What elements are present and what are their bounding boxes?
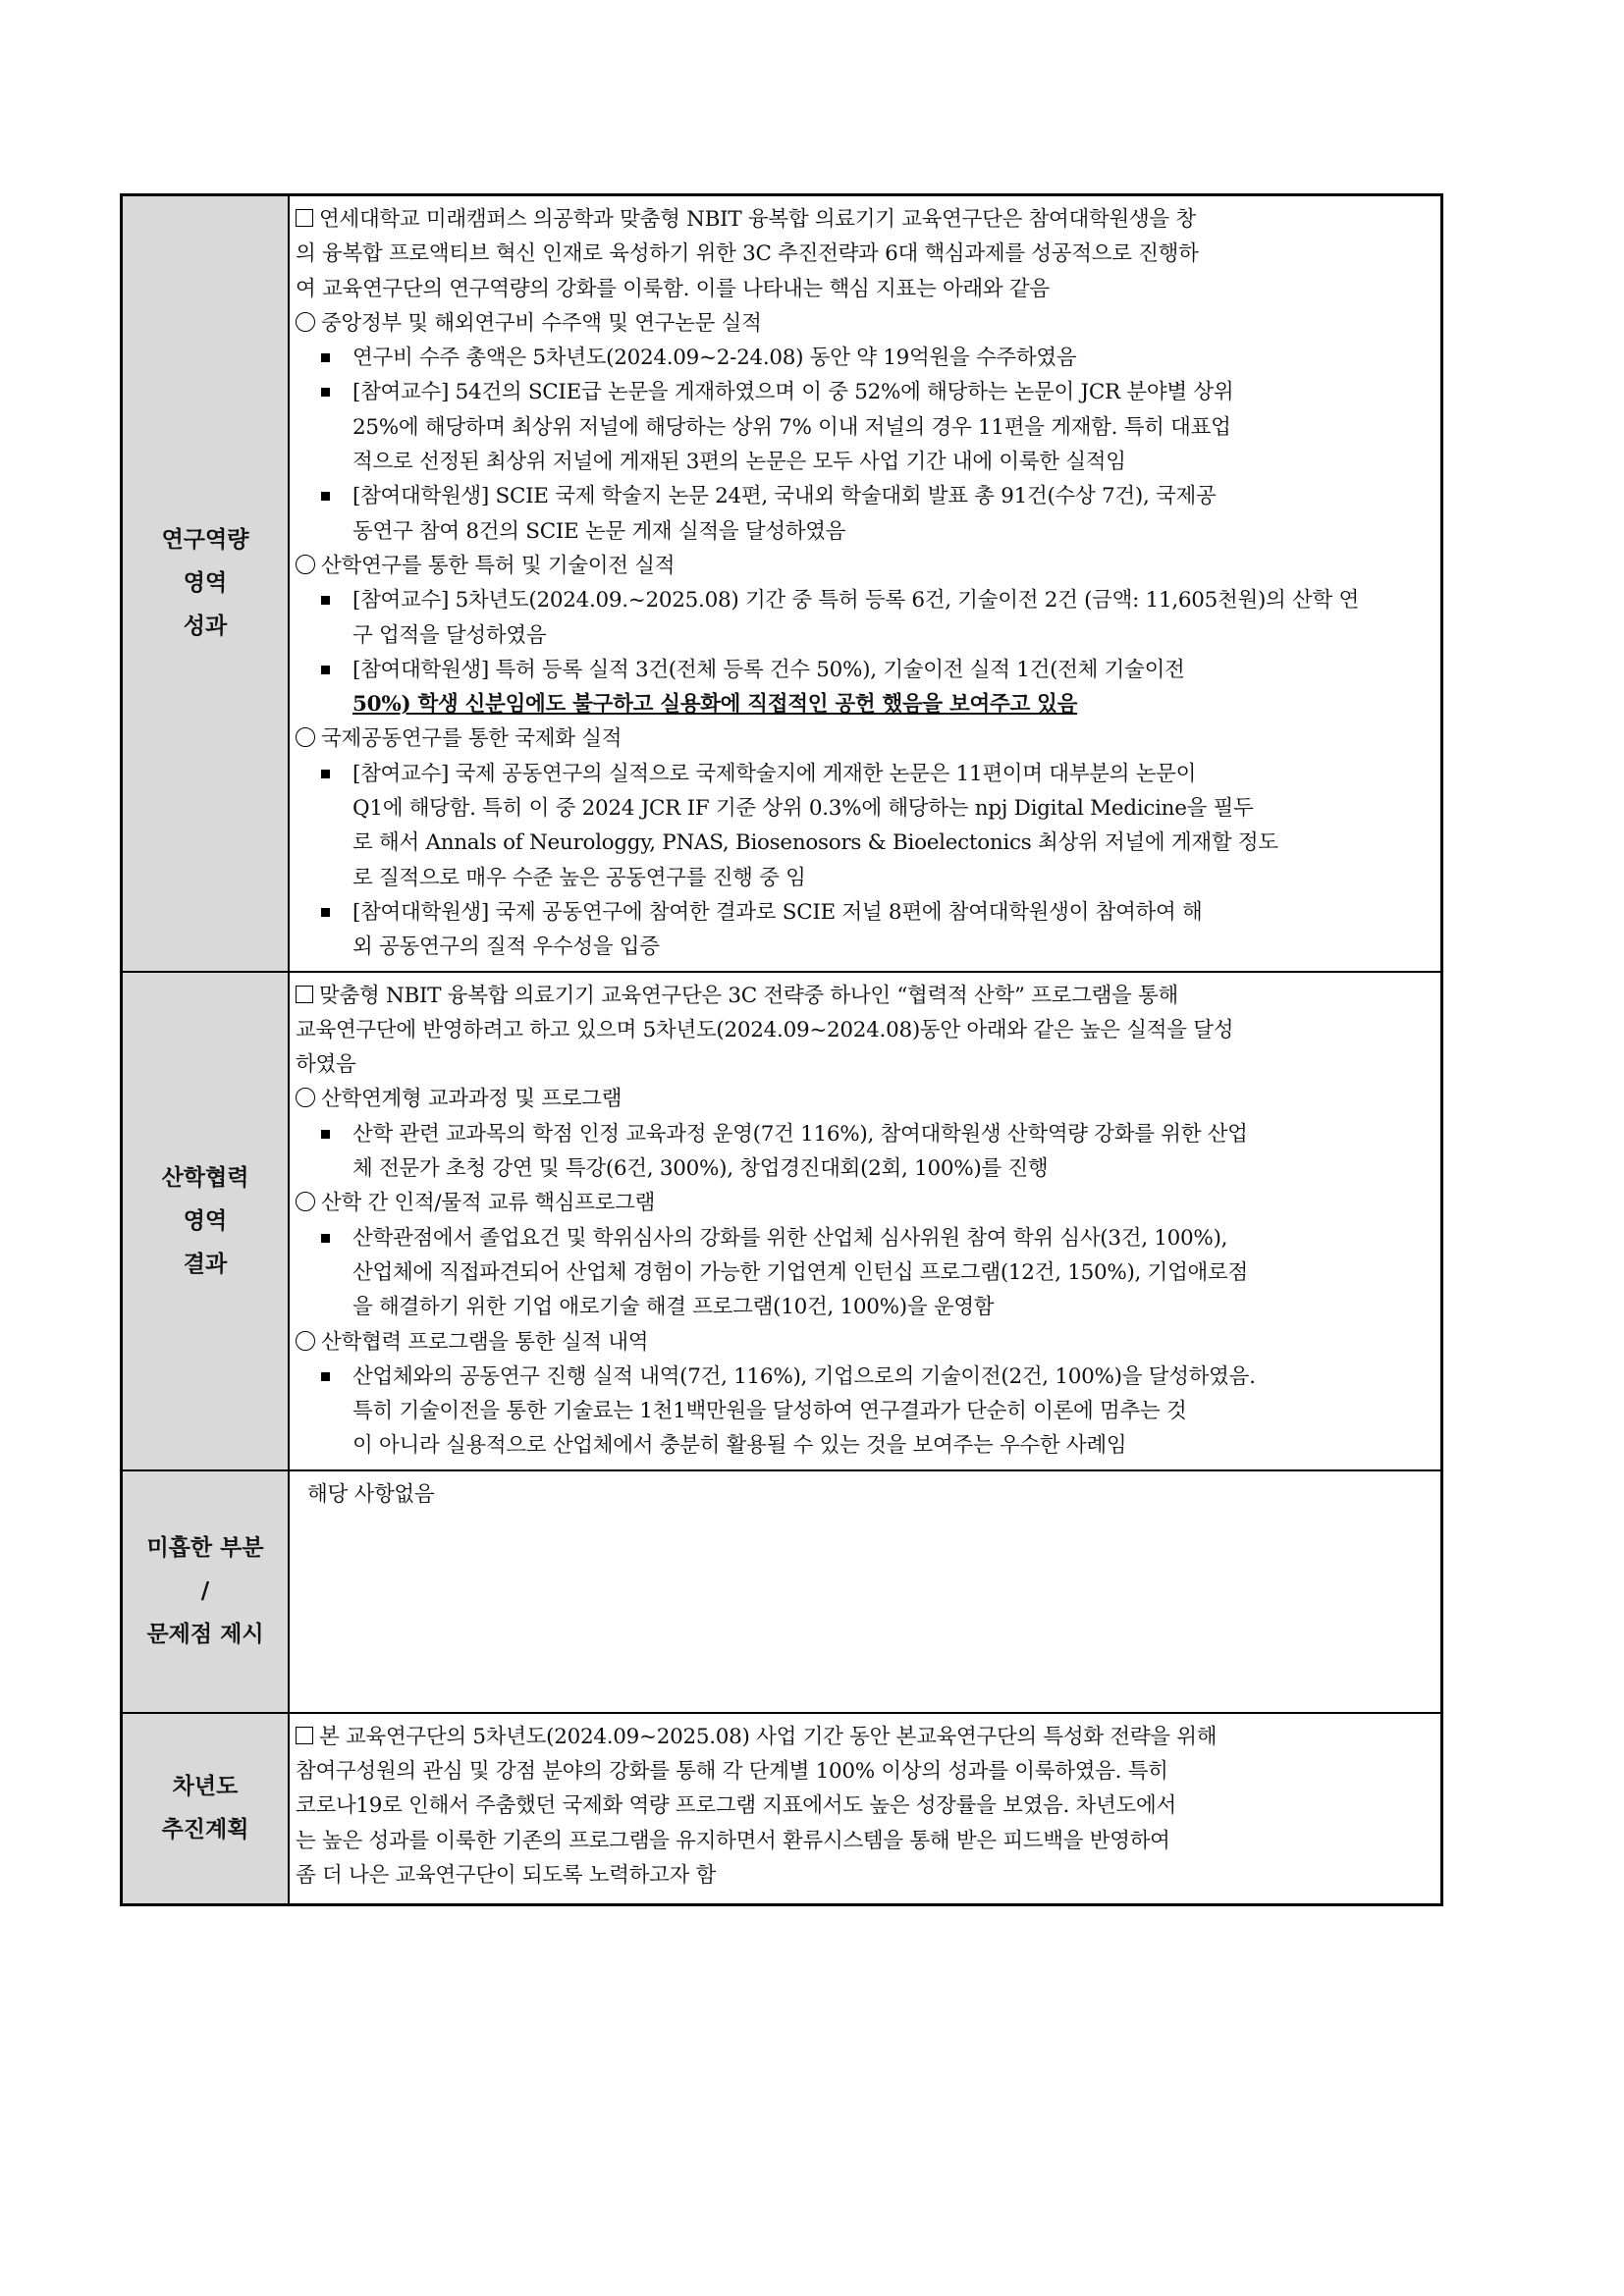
text-line: 하였음 (296, 1052, 356, 1078)
text-line: [참여대학원생] SCIE 국제 학술지 논문 24편, 국내외 학술대회 발표 총 91건(수상 7건), 국제공 (352, 484, 1217, 509)
row-research (122, 195, 1442, 972)
text-line: 연구비 수주 총액은 5차년도(2024.09~2-24.08) 동안 약 19억원을 수주하였음 (352, 346, 1077, 371)
text-line: 해당 사항없음 (307, 1481, 435, 1507)
header-line: 차년도 (172, 1773, 239, 1800)
text-line: Q1에 해당함. 특히 이 중 2024 JCR IF 기준 상위 0.3%에 해당하는 npj Digital Medicine을 필두 (352, 796, 1254, 822)
circle-bullet-icon (296, 312, 315, 332)
square-bullet-icon (321, 908, 330, 917)
text-line: 는 높은 성과를 이룩한 기존의 프로그램을 유지하면서 환류시스템을 통해 받은 피드백을 반영하여 (296, 1828, 1170, 1853)
paragraph (296, 306, 1435, 341)
bullet-item (296, 1117, 1435, 1187)
bullet-item (296, 375, 1435, 479)
bullet-item (296, 653, 1435, 722)
text-line: 국제공동연구를 통한 국제화 실적 (321, 726, 623, 752)
circle-bullet-icon (296, 1192, 315, 1211)
text-line: 외 공동연구의 질적 우수성을 입증 (352, 934, 660, 960)
square-bullet-icon (321, 388, 330, 397)
row-header (122, 1470, 290, 1713)
text-line: 맞춤형 NBIT 융복합 의료기기 교육연구단은 3C 전략중 하나인 “협력적 산학” 프로그램을 통해 (319, 983, 1178, 1008)
square-bullet-icon (321, 1372, 330, 1381)
text-line: 산학협력 프로그램을 통한 실적 내역 (321, 1329, 649, 1355)
circle-bullet-icon (296, 555, 315, 574)
text-line: [참여교수] 국제 공동연구의 실적으로 국제학술지에 게재한 논문은 11편이며 대부분의 논문이 (352, 761, 1197, 786)
square-bullet-icon (321, 353, 330, 362)
text-line: 을 해결하기 위한 기업 애로기술 해결 프로그램(10건, 100%)을 운영함 (352, 1295, 995, 1320)
paragraph (296, 202, 1435, 306)
text-line: [참여교수] 5차년도(2024.09.~2025.08) 기간 중 특허 등록 6건, 기술이전 2건 (금액: 11,605천원)의 산학 연 (352, 588, 1359, 614)
row-next-plan (122, 1713, 1442, 1905)
text-line: 본 교육연구단의 5차년도(2024.09~2025.08) 사업 기간 동안 본교육연구단의 특성화 전략을 위해 (319, 1724, 1218, 1749)
text-line: 산업체에 직접파견되어 산업체 경험이 가능한 기업연계 인턴십 프로그램(12건, 150%), 기업애로점 (352, 1259, 1248, 1285)
row-header (122, 195, 290, 972)
text-line: 의 융복합 프로액티브 혁신 인재로 육성하기 위한 3C 추진전략과 6대 핵심과제를 성공적으로 진행하 (296, 241, 1199, 267)
row-content (289, 972, 1442, 1470)
text-line: 교육연구단에 반영하려고 하고 있으며 5차년도(2024.09~2024.08)동안 아래와 같은 높은 실적을 달성 (296, 1017, 1234, 1042)
text-line: 구 업적을 달성하였음 (352, 622, 547, 648)
bullet-item (296, 1360, 1435, 1464)
checkbox-square-icon (296, 986, 313, 1003)
row-weakness (122, 1470, 1442, 1713)
square-bullet-icon (321, 666, 330, 674)
checkbox-square-icon (296, 1727, 313, 1744)
text-line: 50%) 학생 신분임에도 불구하고 실용화에 직접적인 공헌 했음을 보여주고 있음 (352, 692, 1078, 718)
text-line: 산학연계형 교과과정 및 프로그램 (321, 1087, 623, 1112)
circle-bullet-icon (296, 727, 315, 747)
paragraph (296, 1082, 1435, 1116)
text-line: 산업체와의 공동연구 진행 실적 내역(7건, 116%), 기업으로의 기술이전(2건, 100%)을 달성하였음. (352, 1363, 1256, 1389)
header-line: 문제점 제시 (146, 1621, 264, 1648)
text-line: 코로나19로 인해서 주춤했던 국제화 역량 프로그램 지표에서도 높은 성장률을 보였음. 차년도에서 (296, 1793, 1176, 1819)
row-header (122, 1713, 290, 1905)
paragraph (296, 1325, 1435, 1360)
header-line: 추진계획 (161, 1816, 249, 1843)
header-line: 결과 (183, 1250, 228, 1277)
header-line: 영역 (183, 1206, 228, 1234)
paragraph (296, 1720, 1435, 1893)
row-header (122, 972, 290, 1470)
square-bullet-icon (321, 492, 330, 501)
bullet-item (296, 895, 1435, 965)
row-content (289, 1713, 1442, 1905)
text-line: 적으로 선정된 최상위 저널에 게재된 3편의 논문은 모두 사업 기간 내에 이룩한 실적임 (352, 450, 1126, 475)
header-line: / (200, 1577, 210, 1605)
text-line: 참여구성원의 관심 및 강점 분야의 강화를 통해 각 단계별 100% 이상의 성과를 이룩하였음. 특히 (296, 1758, 1168, 1784)
paragraph (296, 1186, 1435, 1220)
text-line: 동연구 참여 8건의 SCIE 논문 게재 실적을 달성하였음 (352, 518, 846, 544)
text-line: 산학연구를 통한 특허 및 기술이전 실적 (321, 553, 676, 578)
text-line: 산학 관련 교과목의 학점 인정 교육과정 운영(7건 116%), 참여대학원생 산학역량 강화를 위한 산업 (352, 1121, 1248, 1147)
bullet-item (296, 479, 1435, 549)
bullet-item (296, 1221, 1435, 1325)
text-line: 산학관점에서 졸업요건 및 학위심사의 강화를 위한 산업체 심사위원 참여 학위 심사(3건, 100%), (352, 1225, 1228, 1251)
square-bullet-icon (321, 1234, 330, 1243)
header-line: 영역 (183, 569, 228, 597)
paragraph (296, 549, 1435, 583)
paragraph (296, 1477, 1435, 1512)
text-line: 로 질적으로 매우 수준 높은 공동연구를 진행 중 임 (352, 865, 806, 890)
row-content (289, 1470, 1442, 1713)
circle-bullet-icon (296, 1088, 315, 1107)
text-line: 특히 기술이전을 통한 기술료는 1천1백만원을 달성하여 연구결과가 단순히 이론에 멈추는 것 (352, 1399, 1187, 1424)
paragraph (296, 721, 1435, 756)
square-bullet-icon (321, 770, 330, 778)
text-line: [참여대학원생] 국제 공동연구에 참여한 결과로 SCIE 저널 8편에 참여대학원생이 참여하여 해 (352, 899, 1203, 925)
row-content (289, 195, 1442, 972)
bullet-item (296, 341, 1435, 375)
square-bullet-icon (321, 1130, 330, 1139)
checkbox-square-icon (296, 209, 313, 227)
header-line: 성과 (183, 613, 228, 640)
text-line: 연세대학교 미래캠퍼스 의공학과 맞춤형 NBIT 융복합 의료기기 교육연구단은 참여대학원생을 창 (319, 207, 1196, 232)
header-line: 산학협력 (161, 1163, 249, 1191)
text-line: 산학 간 인적/물적 교류 핵심프로그램 (321, 1191, 656, 1216)
bullet-item (296, 757, 1435, 895)
text-line: 좀 더 나은 교육연구단이 되도록 노력하고자 함 (296, 1862, 717, 1888)
text-line: 체 전문가 초청 강연 및 특강(6건, 300%), 창업경진대회(2회, 100%)를 진행 (352, 1156, 1049, 1182)
bullet-item (296, 583, 1435, 653)
report-table (120, 193, 1443, 1906)
header-line: 연구역량 (161, 526, 249, 554)
text-line: 25%에 해당하며 최상위 저널에 해당하는 상위 7% 이내 저널의 경우 11편을 게재함. 특히 대표업 (352, 414, 1231, 440)
header-line: 미흡한 부분 (146, 1534, 264, 1562)
text-line: 중앙정부 및 해외연구비 수주액 및 연구논문 실적 (321, 310, 762, 336)
text-line: [참여대학원생] 특허 등록 실적 3건(전체 등록 건수 50%), 기술이전 실적 1건(전체 기술이전 (352, 657, 1185, 682)
text-line: 이 아니라 실용적으로 산업체에서 충분히 활용될 수 있는 것을 보여주는 우수한 사례임 (352, 1433, 1127, 1459)
paragraph (296, 979, 1435, 1083)
text-line: 로 해서 Annals of Neurologgy, PNAS, Biosenosors & Bioelectonics 최상위 저널에 게재할 정도 (352, 830, 1278, 856)
text-line: 여 교육연구단의 연구역량의 강화를 이룩함. 이를 나타내는 핵심 지표는 아래와 같음 (296, 276, 1050, 301)
row-industry (122, 972, 1442, 1470)
circle-bullet-icon (296, 1331, 315, 1351)
text-line: [참여교수] 54건의 SCIE급 논문을 게재하였으며 이 중 52%에 해당하는 논문이 JCR 분야별 상위 (352, 380, 1234, 405)
square-bullet-icon (321, 596, 330, 605)
